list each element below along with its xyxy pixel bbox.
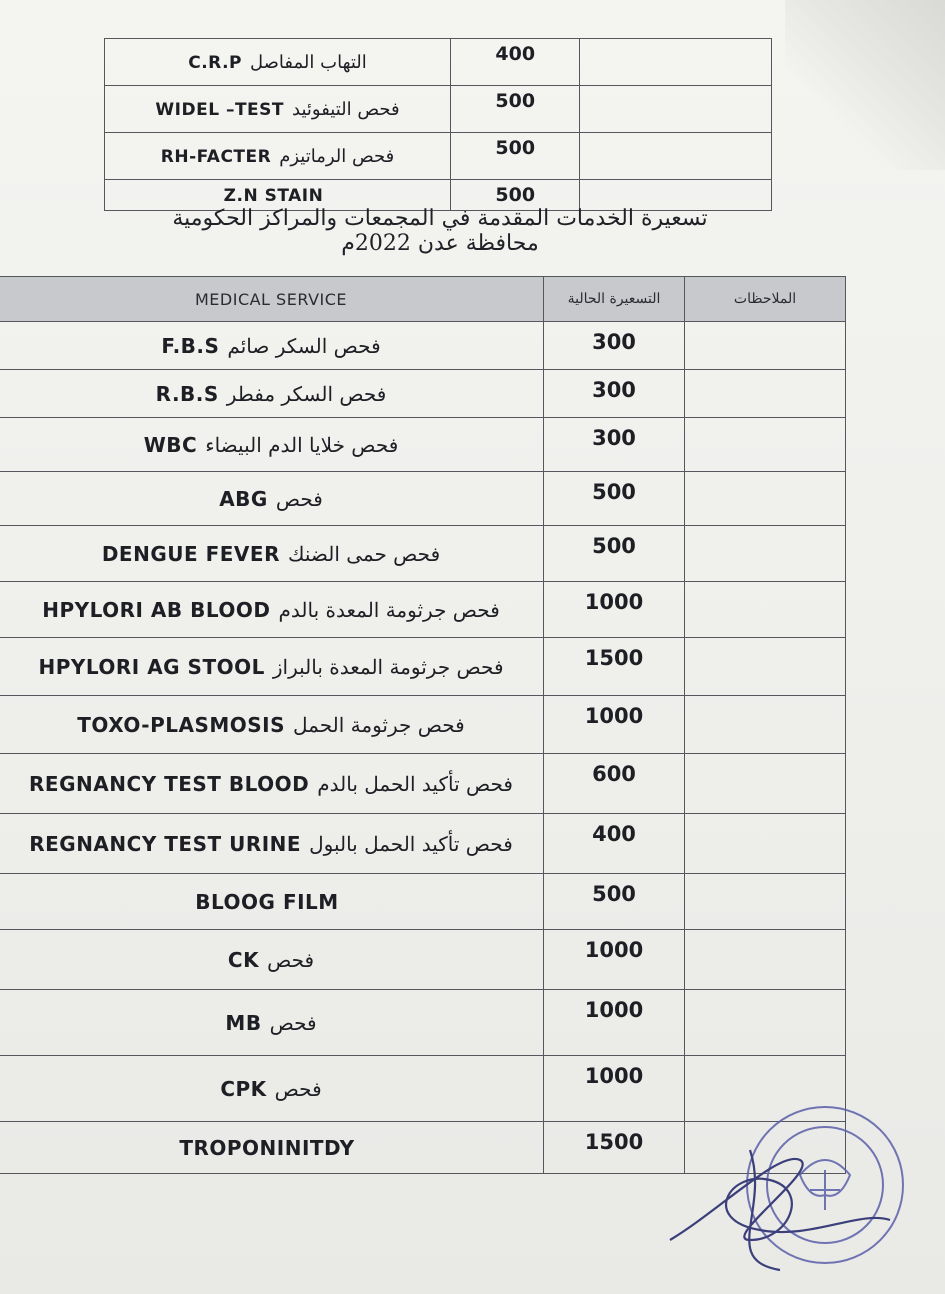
table-row [0,754,846,814]
header-current-price: التسعيرة الحالية [544,277,685,322]
service-ar: فحص السكر صائم [227,333,381,358]
price-cell: 500 [544,874,685,930]
table-row [0,696,846,754]
service-cell [0,472,544,526]
table-row [0,814,846,874]
price-cell: 500 [544,526,685,582]
service-cell [105,86,451,133]
table-row [0,990,846,1056]
official-stamp-and-signature [660,1090,910,1290]
price-cell: 1000 [544,696,685,754]
notes-cell [685,990,846,1056]
price-cell: 500 [451,133,580,180]
service-cell [0,322,544,370]
price-cell: 1000 [544,582,685,638]
service-ar: فحص تأكيد الحمل بالبول [309,831,513,856]
service-ar: فحص التيفوئيد [292,98,400,120]
notes-cell [685,418,846,472]
service-cell [0,370,544,418]
service-en: R.B.S [155,381,219,406]
table-row [0,874,846,930]
price-cell: 1000 [544,1056,685,1122]
service-en: CPK [220,1076,267,1101]
service-ar: فحص جرثومة المعدة بالبراز [272,654,504,679]
notes-cell [685,370,846,418]
service-cell [0,582,544,638]
notes-cell [580,86,772,133]
service-ar: فحص الرماتيزم [279,145,395,167]
service-en: REGNANCY TEST BLOOD [29,771,310,796]
top-price-table [104,38,772,211]
service-cell [0,638,544,696]
service-en: REGNANCY TEST URINE [29,831,302,856]
price-cell: 1500 [544,1122,685,1174]
table-row [0,638,846,696]
service-en: WIDEL –TEST [155,99,284,120]
service-ar: فحص [267,947,315,972]
price-cell: 500 [451,86,580,133]
service-en: DENGUE FEVER [101,541,280,566]
service-cell [0,526,544,582]
price-cell: 1500 [544,638,685,696]
service-cell [0,930,544,990]
service-en: TROPONINITDY [179,1135,355,1160]
price-cell: 1000 [544,990,685,1056]
service-en: RH-FACTER [160,146,272,167]
price-cell: 300 [544,370,685,418]
medical-service-price-table [0,276,846,1174]
table-row [105,86,772,133]
service-cell [105,133,451,180]
service-ar: فحص جرثومة الحمل [293,712,465,737]
service-ar: فحص خلايا الدم البيضاء [205,432,399,457]
notes-cell [685,874,846,930]
notes-cell [685,930,846,990]
notes-cell [685,814,846,874]
table-row [0,930,846,990]
service-en: TOXO-PLASMOSIS [77,712,286,737]
service-en: F.B.S [161,333,220,358]
table-row [0,472,846,526]
notes-cell [580,39,772,86]
table-row [0,322,846,370]
service-cell [0,754,544,814]
price-cell: 400 [544,814,685,874]
notes-cell [580,133,772,180]
price-cell: 600 [544,754,685,814]
service-ar: فحص [274,1076,322,1101]
table-row [0,418,846,472]
notes-cell [685,696,846,754]
service-cell [0,1056,544,1122]
service-ar: فحص [269,1010,317,1035]
header-notes: الملاحظات [685,277,846,322]
header-medical-service: MEDICAL SERVICE [0,277,544,322]
notes-cell [685,322,846,370]
table-row [0,582,846,638]
price-cell: 500 [451,180,580,211]
price-cell: 500 [544,472,685,526]
price-cell: 400 [451,39,580,86]
table-row [105,39,772,86]
service-en: HPYLORI AB BLOOD [42,597,271,622]
table-row [0,526,846,582]
notes-cell [685,754,846,814]
table-row [0,370,846,418]
service-cell [0,874,544,930]
notes-cell [685,638,846,696]
notes-cell [685,582,846,638]
table-row [105,133,772,180]
service-ar: فحص السكر مفطر [226,381,387,406]
service-ar: التهاب المفاصل [250,51,367,73]
document-title: تسعيرة الخدمات المقدمة في المجمعات والمراكز الحكومية محافظة عدن 2022م [172,206,708,256]
service-ar: فحص [275,486,323,511]
service-en: HPYLORI AG STOOL [38,654,265,679]
service-ar: فحص تأكيد الحمل بالدم [317,771,513,796]
service-ar: فحص جرثومة المعدة بالدم [278,597,500,622]
service-cell [0,418,544,472]
table-header-row [0,277,846,322]
service-en: BLOOG FILM [195,889,339,914]
service-cell [0,696,544,754]
service-en: MB [225,1010,262,1035]
service-en: Z.N STAIN [223,185,324,206]
service-cell [105,39,451,86]
price-cell: 300 [544,322,685,370]
service-cell [0,990,544,1056]
service-cell [0,814,544,874]
price-cell: 300 [544,418,685,472]
service-en: ABG [219,486,268,511]
service-cell [0,1122,544,1174]
page-corner-fold [785,0,945,170]
service-en: C.R.P [188,52,243,73]
notes-cell [685,526,846,582]
notes-cell [685,472,846,526]
service-en: WBC [143,432,198,457]
service-ar: فحص حمى الضنك [287,541,441,566]
price-cell: 1000 [544,930,685,990]
service-en: CK [227,947,260,972]
